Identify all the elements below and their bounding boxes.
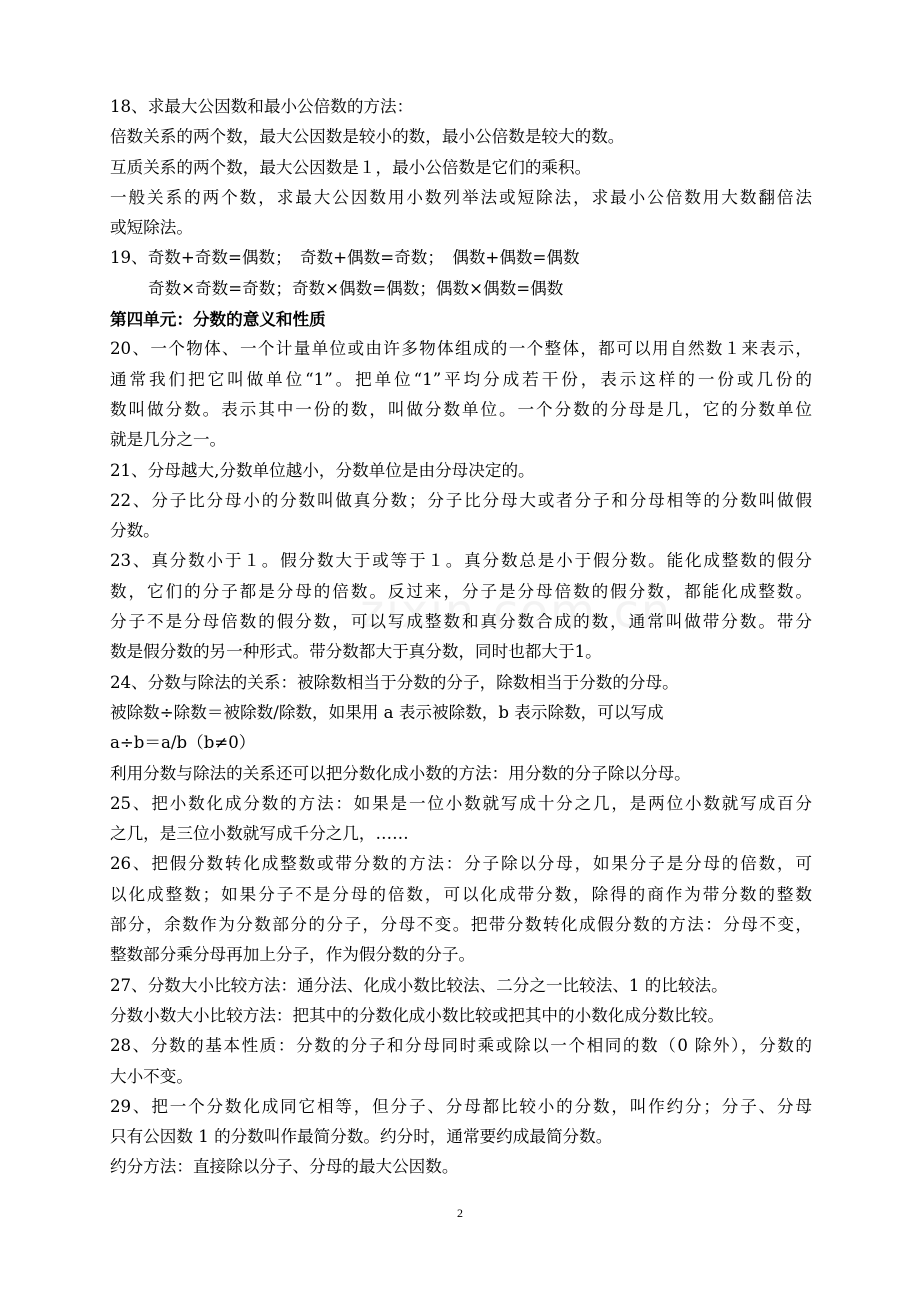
text-line: 约分方法：直接除以分子、分母的最大公因数。	[110, 1157, 459, 1177]
text-line-29: 29、把一个分数化成同它相等，但分子、分母都比较小的分数，叫作约分；分子、分母	[110, 1096, 812, 1116]
text-line: 之几，是三位小数就写成千分之几，……	[110, 824, 409, 844]
text-line: 数，它们的分子都是分母的倍数。反过来，分子是分母倍数的假分数，都能化成整数。	[110, 581, 812, 601]
text-line-27: 27、分数大小比较方法：通分法、化成小数比较法、二分之一比较法、1 的比较法。	[110, 975, 728, 995]
text-line-28: 28、分数的基本性质：分数的分子和分母同时乘或除以一个相同的数（0 除外），分数的	[110, 1036, 812, 1056]
text-line: 以化成整数；如果分子不是分母的倍数，可以化成带分数，除得的商作为带分数的整数	[110, 884, 812, 904]
text-line: 整数部分乘分母再加上分子，作为假分数的分子。	[110, 945, 476, 965]
text-line-23: 23、真分数小于１。假分数大于或等于１。真分数总是小于假分数。能化成整数的假分	[110, 551, 812, 571]
text-line-19-indent: 奇数×奇数=奇数；奇数×偶数=偶数；偶数×偶数=偶数	[148, 278, 564, 298]
text-line: 分数小数大小比较方法：把其中的分数化成小数比较或把其中的小数化成分数比较。	[110, 1005, 724, 1025]
text-line: 数叫做分数。表示其中一份的数，叫做分数单位。一个分数的分母是几，它的分数单位	[110, 399, 812, 419]
text-line-21: 21、分母越大,分数单位越小，分数单位是由分母决定的。	[110, 460, 535, 480]
text-line: 大小不变。	[110, 1066, 193, 1086]
watermark	[360, 584, 690, 644]
text-line: 互质关系的两个数，最大公因数是１，最小公倍数是它们的乘积。	[110, 157, 592, 177]
text-line: 一般关系的两个数，求最大公因数用小数列举法或短除法，求最小公倍数用大数翻倍法	[110, 187, 812, 207]
page-number: 2	[457, 1206, 463, 1220]
text-line: 只有公因数 1 的分数叫作最简分数。约分时，通常要约成最简分数。	[110, 1127, 613, 1147]
text-line: 部分，余数作为分数部分的分子，分母不变。把带分数转化成假分数的方法：分母不变，	[110, 915, 812, 935]
text-line: 利用分数与除法的关系还可以把分数化成小数的方法：用分数的分子除以分母。	[110, 763, 691, 783]
formula-line: a÷b＝a/b（b≠0）	[110, 733, 256, 753]
text-line: 通常我们把它叫做单位“1”。把单位“1”平均分成若干份，表示这样的一份或几份的	[110, 369, 812, 389]
text-line-24: 24、分数与除法的关系：被除数相当于分数的分子，除数相当于分数的分母。	[110, 672, 679, 692]
text-line-22: 22、分子比分母小的分数叫做真分数；分子比分母大或者分子和分母相等的分数叫做假	[110, 490, 812, 510]
text-line-25: 25、把小数化成分数的方法：如果是一位小数就写成十分之几，是两位小数就写成百分	[110, 793, 812, 813]
text-line: 数是假分数的另一种形式。带分数都大于真分数，同时也都大于1。	[110, 642, 602, 662]
text-line-20: 20、一个物体、一个计量单位或由许多物体组成的一个整体，都可以用自然数１来表示，	[110, 339, 812, 359]
text-line-18-title: 18、求最大公因数和最小公倍数的方法：	[110, 97, 414, 116]
text-line: 分子不是分母倍数的假分数，可以写成整数和真分数合成的数，通常叫做带分数。带分	[110, 612, 812, 632]
text-line: 倍数关系的两个数，最大公因数是较小的数，最小公倍数是较大的数。	[110, 127, 625, 147]
text-line: 分数。	[110, 521, 160, 541]
section-heading: 第四单元：分数的意义和性质	[110, 309, 326, 330]
text-line: 被除数÷除数＝被除数/除数，如果用 a 表示被除数，b 表示除数，可以写成	[110, 702, 664, 722]
text-line: 或短除法。	[110, 218, 193, 238]
text-line-19: 19、奇数+奇数=偶数； 奇数+偶数=奇数； 偶数+偶数=偶数	[110, 248, 580, 268]
text-line: 就是几分之一。	[110, 430, 227, 450]
text-line-26: 26、把假分数转化成整数或带分数的方法：分子除以分母，如果分子是分母的倍数，可	[110, 854, 812, 874]
